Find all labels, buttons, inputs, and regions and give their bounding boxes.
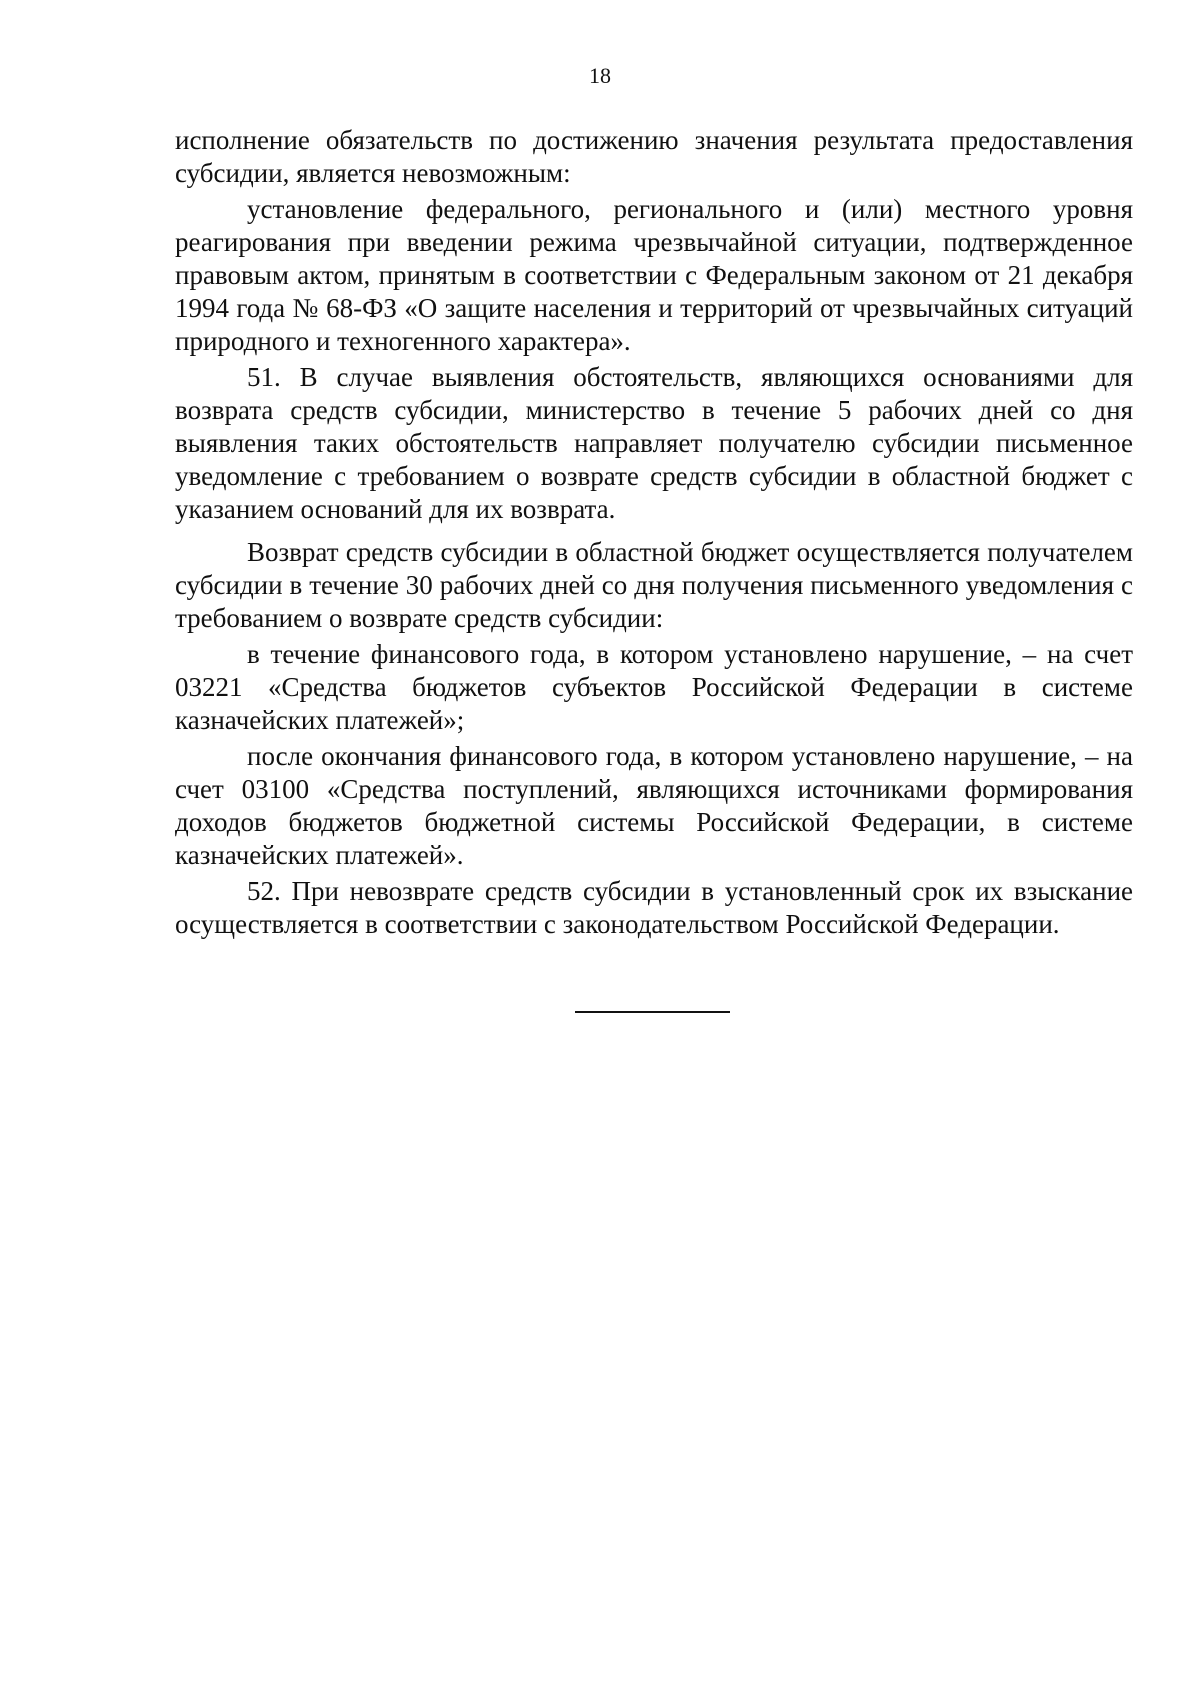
paragraph-clause-52: 52. При невозврате средств субсидии в установленный срок их взыскание осуществляется в соответствии с законодательством Российской Федерации. [175,876,1133,939]
paragraph-emergency-level: установление федерального, регионального и (или) местного уровня реагирования при введении режима чрезвычайной ситуации, подтвержденное правовым актом, принятым в соответствии с Федеральным законом от 21 декабря 1994 года № 68-ФЗ «О защите населения и территорий от чрезвычайных ситуаций природного и техногенного характера». [175,194,1133,356]
paragraph-account-03221: в течение финансового года, в котором установлено нарушение, – на счет 03221 «Средства бюджетов субъектов Российской Федерации в системе казначейских платежей»; [175,639,1133,735]
paragraph-continuation: исполнение обязательств по достижению значения результата предоставления субсидии, является невозможным: [175,125,1133,188]
paragraph-account-03100: после окончания финансового года, в котором установлено нарушение, – на счет 03100 «Средства поступлений, являющихся источниками формирования доходов бюджетов бюджетной системы Российской Федерации, в системе казначейских платежей». [175,741,1133,870]
page-number: 18 [589,63,611,88]
paragraph-return-of-funds: Возврат средств субсидии в областной бюджет осуществляется получателем субсидии в течение 30 рабочих дней со дня получения письменного уведомления с требованием о возврате средств субсидии: [175,537,1133,633]
document-body [175,124,1133,941]
paragraph-clause-51: 51. В случае выявления обстоятельств, являющихся основаниями для возврата средств субсидии, министерство в течение 5 рабочих дней со дня выявления таких обстоятельств направляет получателю субсидии письменное уведомление с требованием о возврате средств субсидии в областной бюджет с указанием оснований для их возврата. [175,362,1133,524]
end-of-document-rule [575,1011,730,1013]
